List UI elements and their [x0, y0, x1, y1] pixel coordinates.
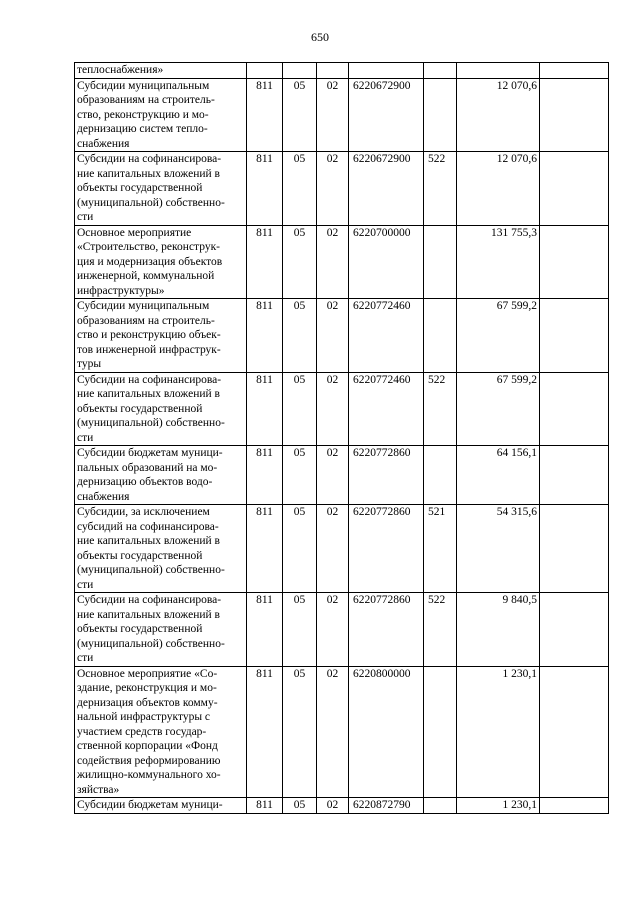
cell-name — [75, 666, 247, 798]
cell-name — [75, 152, 247, 226]
budget-table — [74, 62, 609, 814]
cell-amount: 64 156,1 — [457, 446, 540, 505]
page-number: 650 — [311, 30, 329, 44]
cell-expense-type — [424, 446, 457, 505]
table-row — [75, 78, 609, 152]
name-line: Субсидии на софинансирова- — [77, 153, 222, 165]
name-line: субсидий на софинансирова- — [77, 520, 219, 533]
cell-grbs: 811 — [247, 225, 283, 299]
name-line: сти — [77, 431, 94, 444]
cell-subsection: 02 — [317, 505, 349, 593]
name-line: Основное мероприятие — [77, 226, 192, 239]
name-line: инженерной, коммунальной — [77, 270, 215, 282]
cell-amount: 12 070,6 — [457, 152, 540, 226]
cell-target-article: 6220672900 — [349, 152, 424, 226]
cell-subsection: 02 — [317, 78, 349, 152]
cell-empty — [540, 63, 609, 79]
cell-expense-type — [424, 225, 457, 299]
table-body — [75, 63, 609, 814]
name-line: ция и модернизация объектов — [77, 255, 223, 268]
name-line: тов инженерной инфраструк- — [77, 343, 221, 356]
cell-grbs: 811 — [247, 505, 283, 593]
cell-subsection — [317, 63, 349, 79]
cell-name — [75, 372, 247, 446]
cell-target-article: 6220700000 — [349, 225, 424, 299]
name-line: ние капитальных вложений в — [77, 167, 220, 180]
table-row — [75, 63, 609, 79]
cell-name — [75, 446, 247, 505]
cell-subsection: 02 — [317, 152, 349, 226]
name-line: пальных образований на мо- — [77, 461, 218, 474]
cell-name — [75, 593, 247, 667]
name-line: Субсидии бюджетам муници- — [77, 447, 223, 459]
cell-expense-type: 522 — [424, 593, 457, 667]
cell-amount: 131 755,3 — [457, 225, 540, 299]
cell-empty — [540, 372, 609, 446]
cell-amount: 67 599,2 — [457, 372, 540, 446]
cell-subsection: 02 — [317, 225, 349, 299]
name-line: объекты государственной — [77, 623, 203, 635]
name-line: ние капитальных вложений в — [77, 388, 220, 400]
name-line: Субсидии муниципальным — [77, 79, 210, 92]
cell-name — [75, 225, 247, 299]
cell-target-article: 6220800000 — [349, 666, 424, 798]
name-line: сти — [77, 652, 94, 664]
name-line: жилищно-коммунального хо- — [77, 769, 221, 781]
name-line: (муниципальной) собственно- — [77, 637, 225, 650]
name-line: дернизацию систем тепло- — [77, 123, 208, 135]
table-row — [75, 666, 609, 798]
name-line: образованиям на строитель- — [77, 94, 215, 106]
name-line: ственной корпорации «Фонд — [77, 740, 218, 752]
table-row — [75, 152, 609, 226]
name-line: Субсидии, за исключением — [77, 506, 210, 518]
table-row — [75, 225, 609, 299]
cell-section: 05 — [283, 446, 317, 505]
table-row — [75, 593, 609, 667]
name-line: участием средств государ- — [77, 725, 207, 738]
cell-target-article — [349, 63, 424, 79]
name-line: зяйства» — [77, 783, 120, 796]
cell-name — [75, 505, 247, 593]
cell-target-article: 6220872790 — [349, 798, 424, 814]
table-row — [75, 505, 609, 593]
name-line: теплоснабжения» — [77, 64, 164, 76]
name-line: снабжения — [77, 490, 130, 503]
table-row — [75, 299, 609, 373]
cell-section: 05 — [283, 225, 317, 299]
cell-amount: 9 840,5 — [457, 593, 540, 667]
cell-empty — [540, 299, 609, 373]
cell-section — [283, 63, 317, 79]
cell-empty — [540, 798, 609, 814]
name-line: Субсидии бюджетам муници- — [77, 799, 223, 811]
name-line: образованиям на строитель- — [77, 314, 215, 327]
table-row — [75, 446, 609, 505]
name-line: «Строительство, реконструк- — [77, 241, 220, 253]
cell-expense-type — [424, 798, 457, 814]
cell-empty — [540, 505, 609, 593]
table-row — [75, 798, 609, 814]
cell-grbs: 811 — [247, 299, 283, 373]
cell-amount: 67 599,2 — [457, 299, 540, 373]
cell-section: 05 — [283, 798, 317, 814]
name-line: Субсидии муниципальным — [77, 300, 210, 312]
cell-grbs: 811 — [247, 666, 283, 798]
cell-grbs: 811 — [247, 798, 283, 814]
name-line: Субсидии на софинансирова- — [77, 373, 222, 386]
cell-section: 05 — [283, 152, 317, 226]
cell-subsection: 02 — [317, 446, 349, 505]
cell-expense-type: 522 — [424, 152, 457, 226]
name-line: объекты государственной — [77, 182, 203, 194]
cell-grbs — [247, 63, 283, 79]
cell-empty — [540, 225, 609, 299]
cell-expense-type — [424, 78, 457, 152]
table-row — [75, 372, 609, 446]
name-line: (муниципальной) собственно- — [77, 564, 225, 576]
name-line: ство, реконструкцию и мо- — [77, 108, 209, 121]
cell-target-article: 6220772860 — [349, 505, 424, 593]
cell-grbs: 811 — [247, 593, 283, 667]
name-line: снабжения — [77, 137, 130, 150]
cell-amount: 1 230,1 — [457, 666, 540, 798]
cell-name — [75, 78, 247, 152]
cell-empty — [540, 446, 609, 505]
cell-subsection: 02 — [317, 299, 349, 373]
cell-section: 05 — [283, 593, 317, 667]
name-line: сти — [77, 211, 94, 223]
cell-amount — [457, 63, 540, 79]
cell-section: 05 — [283, 78, 317, 152]
cell-target-article: 6220772460 — [349, 299, 424, 373]
cell-section: 05 — [283, 372, 317, 446]
name-line: ние капитальных вложений в — [77, 535, 220, 547]
name-line: ство и реконструкцию объек- — [77, 329, 221, 341]
cell-subsection: 02 — [317, 798, 349, 814]
cell-empty — [540, 666, 609, 798]
cell-grbs: 811 — [247, 78, 283, 152]
cell-grbs: 811 — [247, 372, 283, 446]
cell-name — [75, 798, 247, 814]
cell-name — [75, 299, 247, 373]
name-line: здание, реконструкция и мо- — [77, 682, 217, 694]
cell-grbs: 811 — [247, 152, 283, 226]
cell-expense-type — [424, 63, 457, 79]
cell-section: 05 — [283, 299, 317, 373]
cell-amount: 1 230,1 — [457, 798, 540, 814]
name-line: дернизацию объектов водо- — [77, 476, 213, 488]
cell-subsection: 02 — [317, 593, 349, 667]
cell-target-article: 6220772860 — [349, 446, 424, 505]
cell-empty — [540, 78, 609, 152]
name-line: (муниципальной) собственно- — [77, 417, 225, 429]
name-line: объекты государственной — [77, 402, 203, 415]
cell-target-article: 6220672900 — [349, 78, 424, 152]
cell-name — [75, 63, 247, 79]
cell-expense-type: 522 — [424, 372, 457, 446]
name-line: ние капитальных вложений в — [77, 608, 220, 621]
cell-target-article: 6220772460 — [349, 372, 424, 446]
cell-empty — [540, 152, 609, 226]
name-line: туры — [77, 358, 102, 370]
cell-amount: 54 315,6 — [457, 505, 540, 593]
cell-expense-type: 521 — [424, 505, 457, 593]
name-line: объекты государственной — [77, 549, 203, 562]
name-line: сти — [77, 578, 94, 591]
cell-empty — [540, 593, 609, 667]
name-line: инфраструктуры» — [77, 284, 165, 297]
cell-grbs: 811 — [247, 446, 283, 505]
cell-subsection: 02 — [317, 666, 349, 798]
cell-section: 05 — [283, 505, 317, 593]
name-line: Основное мероприятие «Со- — [77, 667, 218, 680]
cell-section: 05 — [283, 666, 317, 798]
name-line: нальной инфраструктуры с — [77, 711, 211, 723]
cell-target-article: 6220772860 — [349, 593, 424, 667]
cell-amount: 12 070,6 — [457, 78, 540, 152]
cell-expense-type — [424, 666, 457, 798]
name-line: дернизация объектов комму- — [77, 696, 218, 709]
cell-expense-type — [424, 299, 457, 373]
cell-subsection: 02 — [317, 372, 349, 446]
name-line: (муниципальной) собственно- — [77, 196, 225, 209]
name-line: Субсидии на софинансирова- — [77, 594, 222, 606]
name-line: содействия реформированию — [77, 754, 221, 767]
